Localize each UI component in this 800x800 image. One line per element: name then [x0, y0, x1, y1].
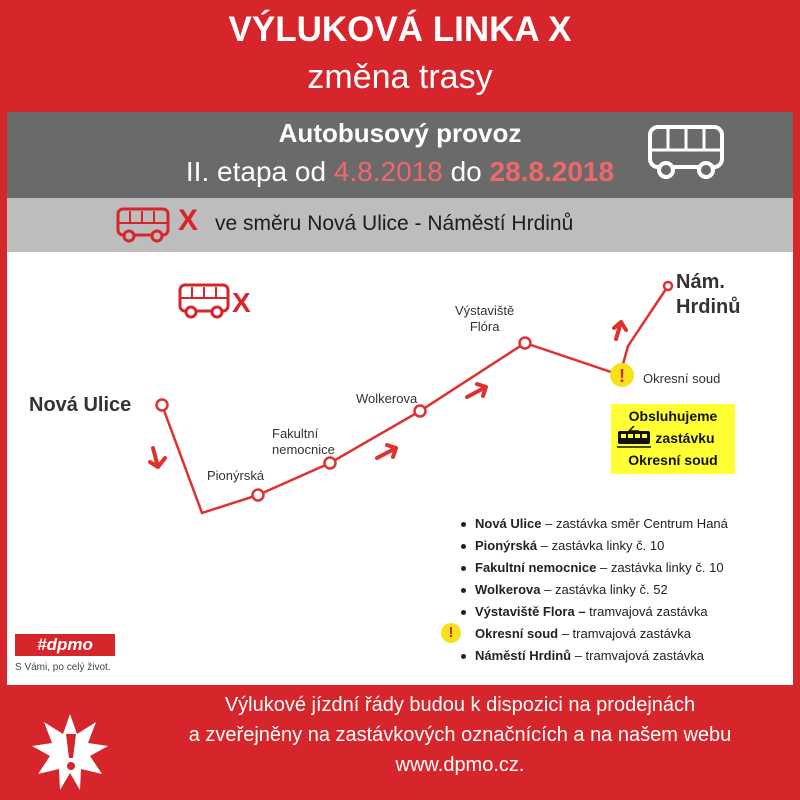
legend-item: ! Okresní soud – tramvajová zastávka [461, 626, 728, 648]
legend-item: Wolkerova – zastávka linky č. 52 [461, 582, 728, 604]
legend-item: Fakultní nemocnice – zastávka linky č. 10 [461, 560, 728, 582]
notice-line: Okresní soud [628, 452, 718, 468]
dpmo-logo: #dpmo [15, 634, 115, 656]
footer-line: Výlukové jízdní řády budou k dispozici na prodejnách [224, 694, 696, 716]
date-prefix: II. etapa od [185, 156, 327, 187]
exclamation-burst-icon [30, 712, 110, 792]
stop-label-pionyrska: Pionýrská [207, 468, 265, 483]
stop-label-okresni-soud: Okresní soud [643, 371, 721, 386]
line-x-label: X [178, 204, 199, 237]
stop-label-line: Výstaviště [455, 303, 515, 318]
legend-item: Pionýrská – zastávka linky č. 10 [461, 538, 728, 560]
footer-line: www.dpmo.cz. [395, 754, 525, 776]
direction-text: ve směru Nová Ulice - Náměstí Hrdinů [215, 212, 574, 235]
stop-label-line: nemocnice [272, 442, 335, 457]
notice-line: Obsluhujeme [628, 408, 718, 424]
date-to: 28.8.2018 [489, 156, 615, 187]
stop-notice [611, 404, 735, 474]
brand-slogan: S Vámi, po celý život. [15, 662, 111, 673]
stop-label-nam-hrdinu [676, 270, 740, 320]
page-title: VÝLUKOVÁ LINKA X [228, 10, 572, 49]
tram-icon [617, 426, 651, 448]
stop-label-line: Nám. [676, 271, 725, 293]
stop-label-vystaviste [455, 303, 514, 335]
date-mid: do [450, 156, 482, 187]
warning-icon-glyph: ! [619, 366, 625, 386]
stop-marker [157, 400, 168, 411]
direction-arrow [467, 384, 486, 397]
direction-arrow [150, 448, 165, 467]
content-panel [7, 112, 793, 685]
operation-title: Autobusový provoz [278, 118, 522, 148]
stop-marker [664, 282, 672, 290]
stop-label-line: Flóra [469, 319, 500, 334]
stop-label-wolkerova: Wolkerova [356, 391, 418, 406]
stop-marker [520, 338, 531, 349]
footer-notice [130, 690, 790, 780]
stop-label-line: Fakultní [272, 426, 319, 441]
stop-label-fakultni [272, 426, 335, 458]
map-line-x-label: X [232, 287, 251, 318]
direction-arrow [377, 445, 396, 458]
footer-line: a zveřejněny na zastávkových označnících a na našem webu [188, 724, 732, 746]
stop-marker [325, 458, 336, 469]
warning-icon: ! [441, 623, 461, 643]
direction-arrow [614, 322, 626, 339]
date-from: 4.8.2018 [333, 156, 443, 187]
bus-icon [180, 285, 228, 317]
stop-marker [253, 490, 264, 501]
stop-label-line: Hrdinů [676, 296, 741, 318]
stop-marker [415, 406, 426, 417]
stop-legend [448, 516, 728, 670]
stop-label-nova-ulice: Nová Ulice [29, 394, 132, 416]
page-subtitle: změna trasy [307, 58, 493, 96]
legend-item: Náměstí Hrdinů – tramvajová zastávka [461, 648, 728, 670]
legend-item: Výstaviště Flora – tramvajová zastávka [461, 604, 728, 626]
legend-item: Nová Ulice – zastávka směr Centrum Haná [461, 516, 728, 538]
notice-line: zastávku [655, 430, 715, 446]
